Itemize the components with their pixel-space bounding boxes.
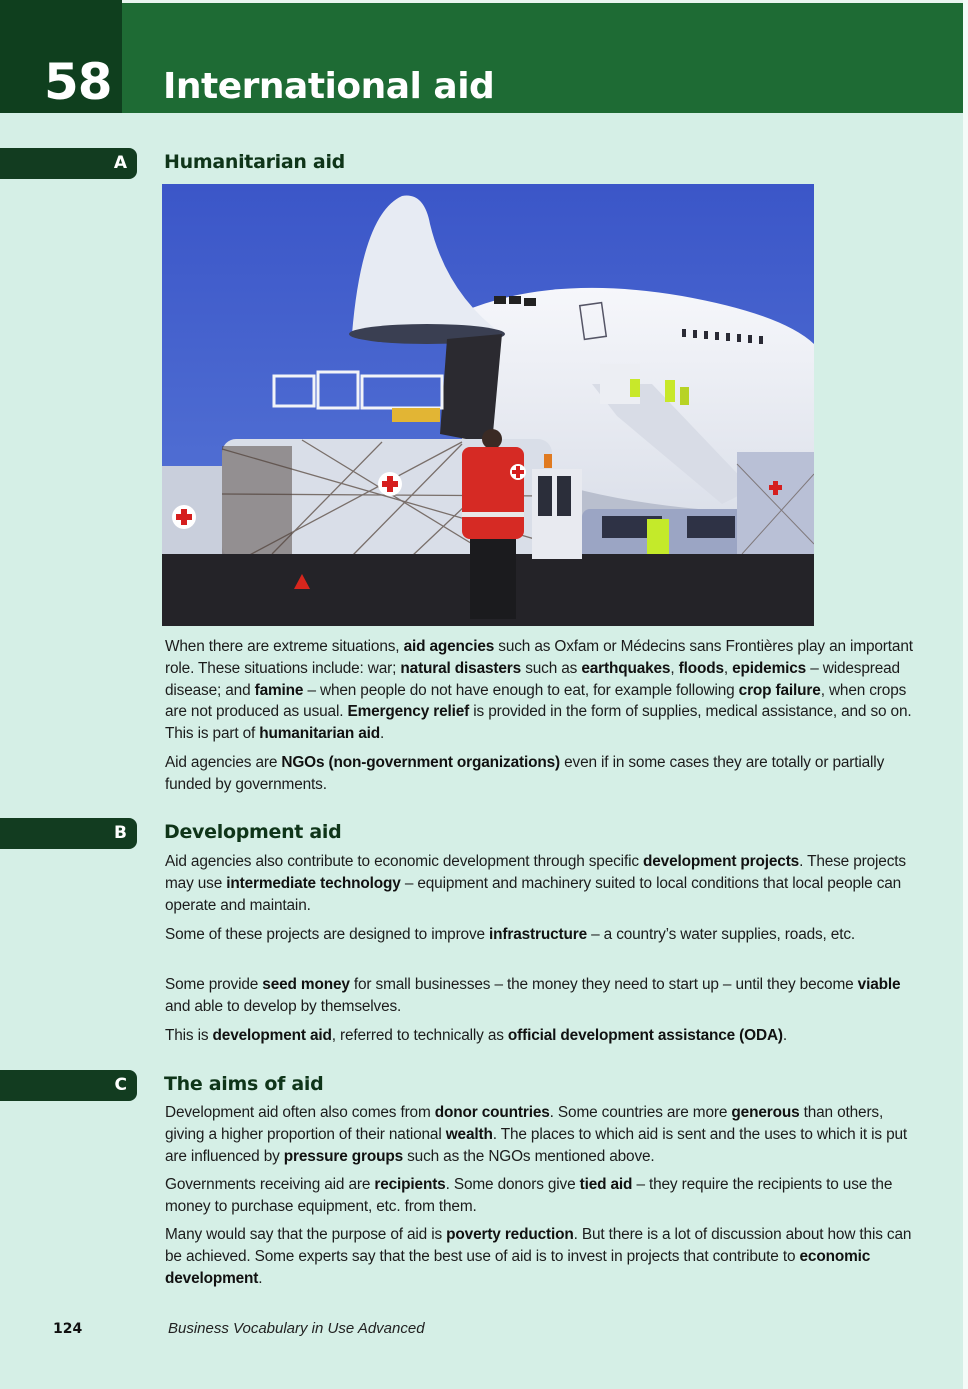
key-term: generous: [731, 1104, 800, 1121]
section-b-paragraph-4: This is development aid, referred to technically as official development assistance (ODA).: [165, 1027, 788, 1044]
key-term: development aid: [212, 1027, 332, 1044]
key-term: natural disasters: [400, 659, 522, 677]
section-tab-b: [0, 818, 137, 849]
key-term: Emergency relief: [347, 703, 470, 721]
section-title-aims-of-aid: The aims of aid: [164, 1073, 324, 1095]
section-c-paragraph-1: Development aid often also comes from donor countries. Some countries are more generous than others, giving a higher proportion of their national wealth. The places to which aid is sent and the uses to which it is put are influenced by pressure groups such as the NGOs mentioned above.: [165, 1104, 908, 1165]
section-a-paragraph-2: Aid agencies are NGOs (non-government organizations) even if in some cases they are totally or partially funded by governments.: [165, 754, 885, 793]
page-right-edge: [963, 0, 968, 1389]
section-b-paragraph-2: Some of these projects are designed to improve infrastructure – a country’s water supplies, roads, etc.: [165, 926, 856, 943]
key-term: crop failure: [738, 681, 821, 699]
key-term: NGOs (non-government organizations): [281, 754, 561, 771]
section-title-development-aid: Development aid: [164, 821, 342, 843]
key-term: recipients: [374, 1176, 446, 1193]
section-c-paragraph-3: Many would say that the purpose of aid is poverty reduction. But there is a lot of discussion about how this can be achieved. Some experts say that the best use of aid is to invest in projects that contribute to economic development.: [165, 1226, 912, 1287]
section-b-paragraph-3: Some provide seed money for small businesses – the money they need to start up – until they become viable and able to develop by themselves.: [165, 976, 901, 1015]
key-term: tied aid: [579, 1176, 633, 1193]
photo-illustration: [162, 184, 814, 626]
key-term: wealth: [445, 1125, 493, 1143]
key-term: poverty reduction: [446, 1226, 574, 1243]
key-term: official development assistance (ODA): [507, 1027, 783, 1044]
key-term: intermediate technology: [226, 874, 401, 892]
unit-title: International aid: [163, 66, 495, 107]
section-letter: B: [114, 823, 127, 843]
cargo-plane-aid-photo: [162, 184, 814, 626]
unit-number: 58: [44, 53, 112, 111]
section-letter: A: [113, 153, 127, 173]
key-term: epidemics: [732, 659, 807, 677]
key-term: donor countries: [434, 1104, 550, 1121]
book-title: Business Vocabulary in Use Advanced: [168, 1320, 425, 1337]
key-term: earthquakes: [581, 659, 671, 677]
key-term: viable: [857, 976, 901, 993]
section-title-humanitarian-aid: Humanitarian aid: [164, 151, 345, 173]
key-term: pressure groups: [283, 1147, 403, 1165]
section-tab-a: [0, 148, 137, 179]
section-a-paragraph-1: When there are extreme situations, aid agencies such as Oxfam or Médecins sans Frontières play an important role. These situations include: war; natural disasters such as earthquakes, floods, epidemics – widespread disease; and famine – when people do not have enough to eat, for example following crop failure, when crops are not produced as usual. Emergency relief is provided in the form of supplies, medical assistance, and so on. This is part of humanitarian aid.: [165, 638, 913, 743]
key-term: humanitarian aid: [259, 725, 381, 743]
key-term: floods: [678, 659, 724, 677]
page-number: 124: [53, 1321, 83, 1337]
key-term: famine: [254, 681, 304, 699]
key-term: development projects: [643, 853, 800, 870]
section-b-paragraph-1: Aid agencies also contribute to economic development through specific development projects. These projects may use intermediate technology – equipment and machinery suited to local conditions that local people can operate and maintain.: [165, 853, 906, 914]
key-term: aid agencies: [403, 638, 495, 655]
section-c-paragraph-2: Governments receiving aid are recipients. Some donors give tied aid – they require the recipients to use the money to purchase equipment, etc. from them.: [165, 1176, 893, 1215]
key-term: infrastructure: [489, 926, 587, 943]
section-letter: C: [114, 1075, 127, 1095]
key-term: economic development: [165, 1247, 871, 1287]
key-term: seed money: [262, 976, 350, 993]
section-tab-c: [0, 1070, 137, 1101]
